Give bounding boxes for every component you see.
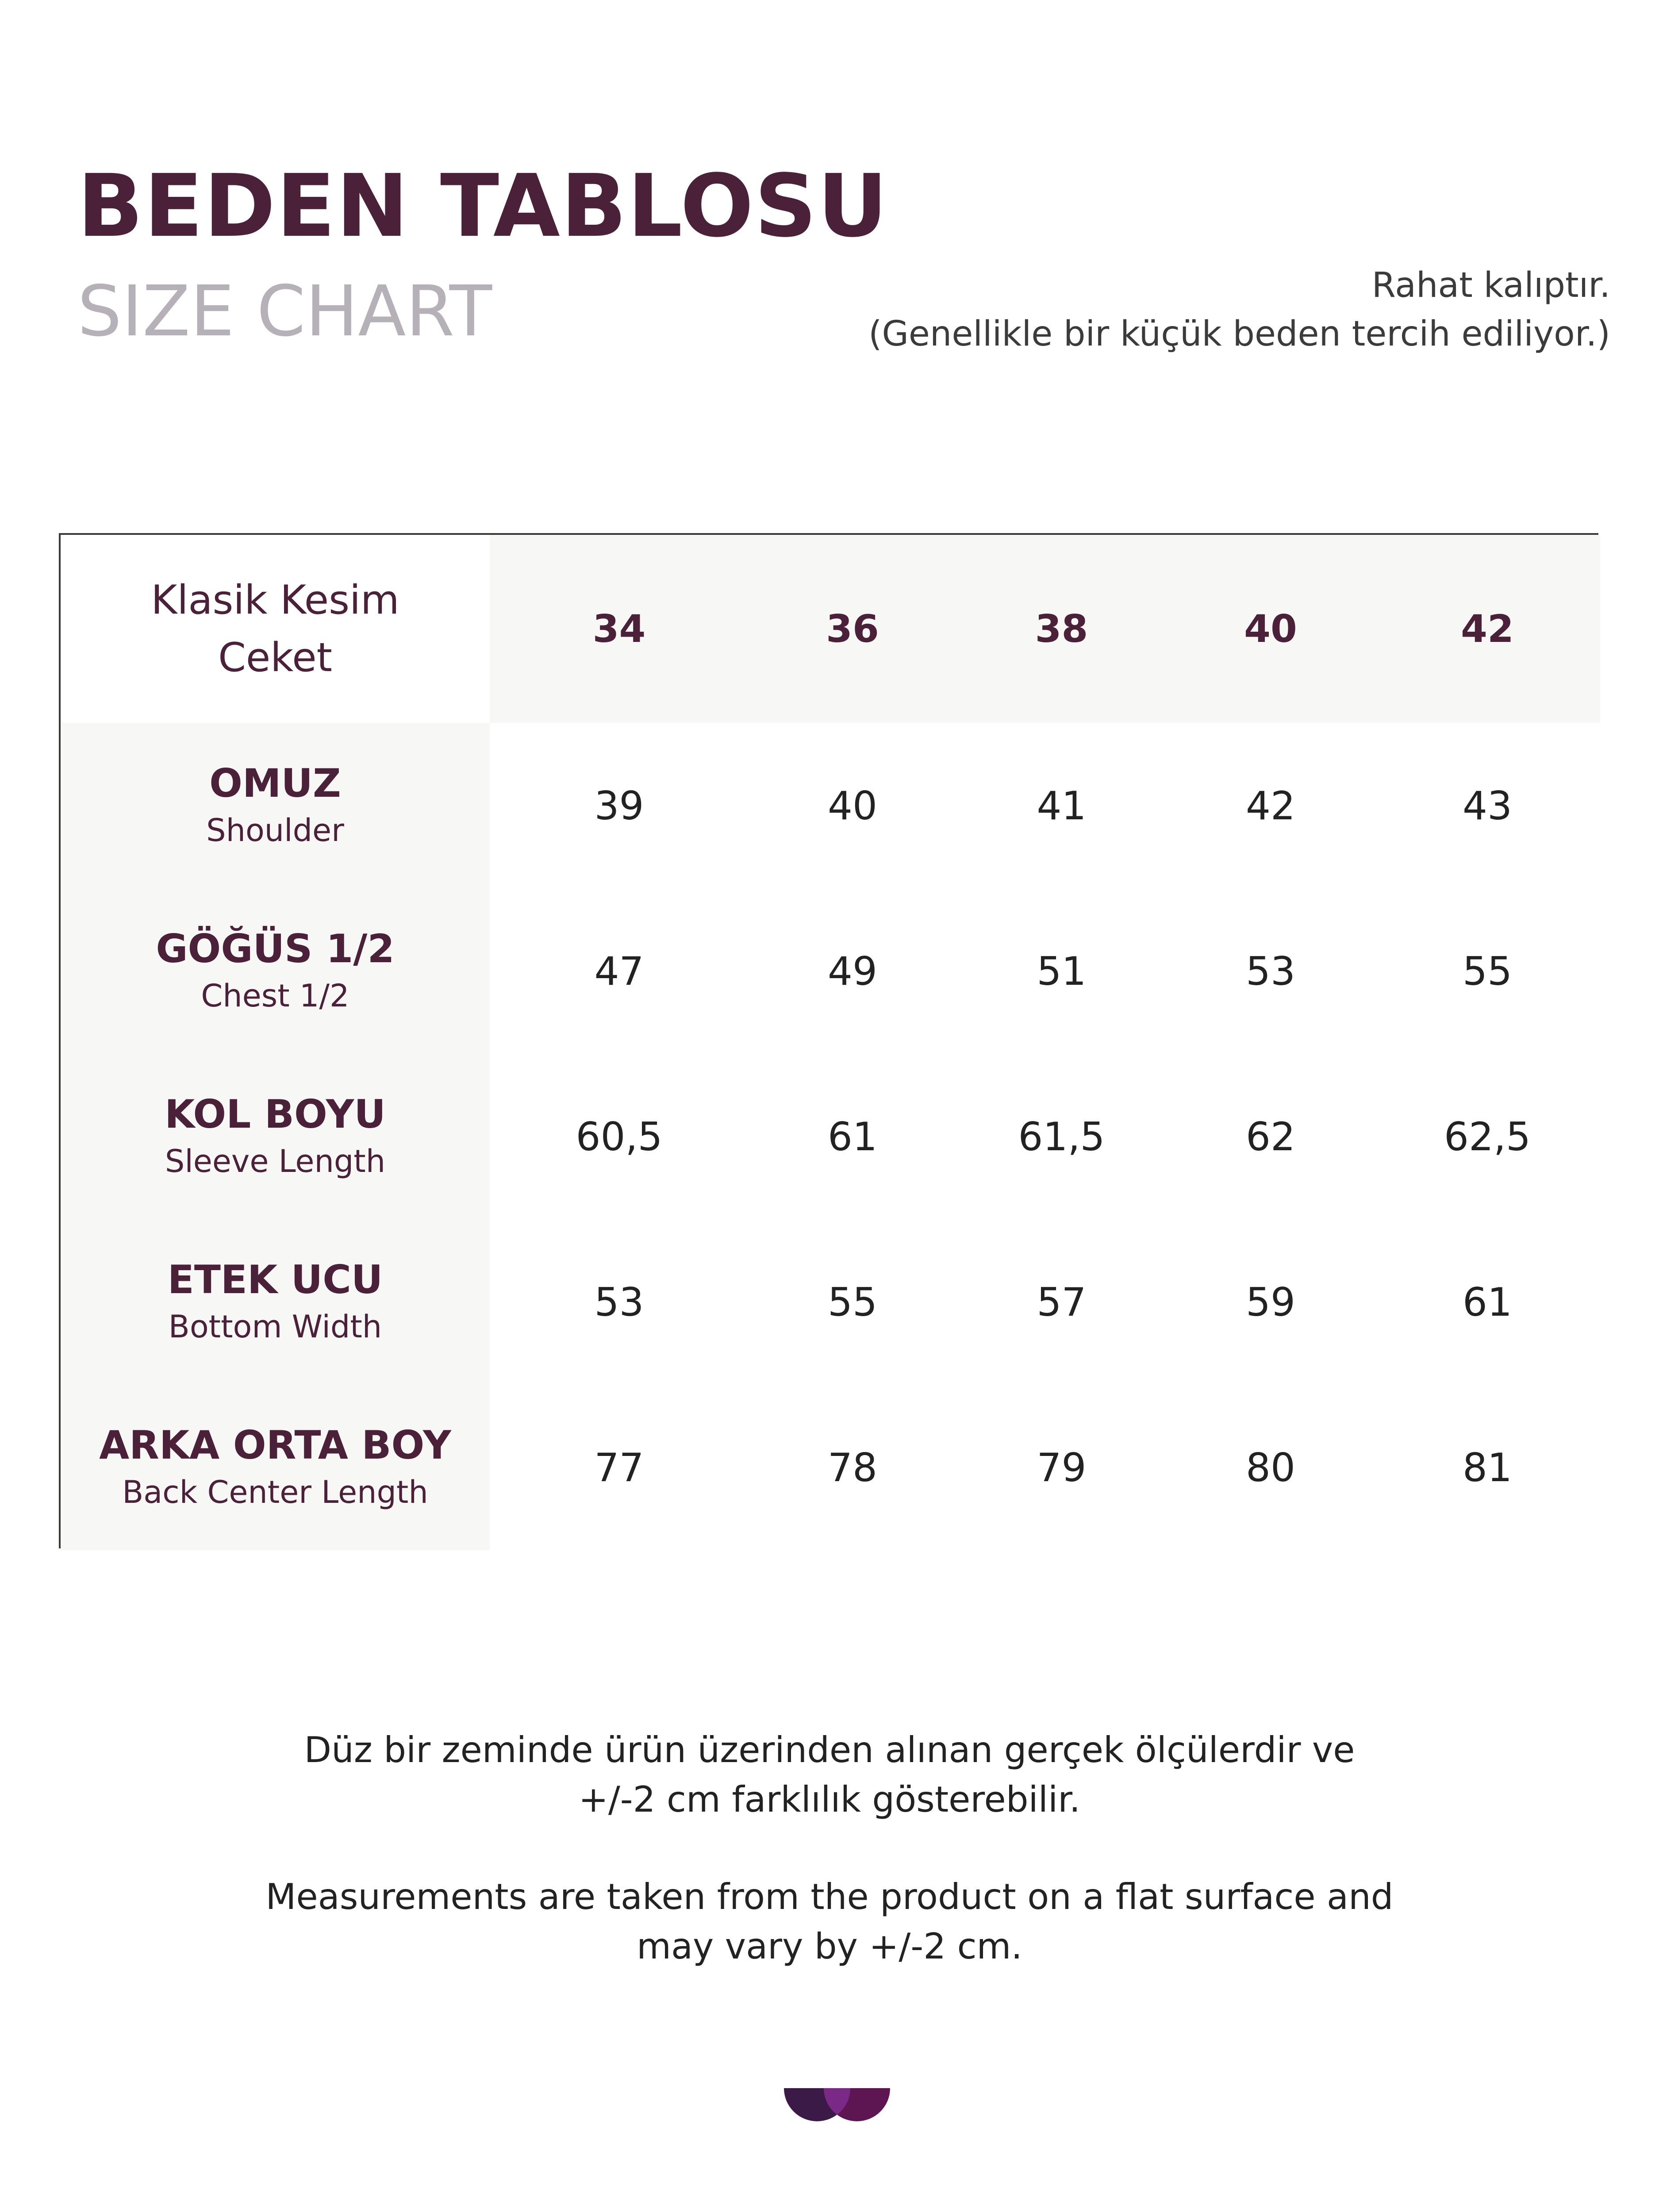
table-cell: 78 xyxy=(749,1385,956,1550)
fit-note-line-1: Rahat kalıptır. xyxy=(1371,265,1610,305)
row-label xyxy=(61,723,490,888)
row-label-turkish: ARKA ORTA BOY xyxy=(99,1422,451,1468)
table-cell: 80 xyxy=(1167,1385,1375,1550)
fit-note xyxy=(868,261,1610,358)
measurement-note-english xyxy=(0,1872,1659,1971)
table-cell: 41 xyxy=(956,723,1167,888)
note-tr-line-2: +/-2 cm farklılık gösterebilir. xyxy=(578,1779,1081,1820)
table-cell: 61 xyxy=(1375,1219,1600,1385)
table-cell: 57 xyxy=(956,1219,1167,1385)
size-header-38: 38 xyxy=(956,535,1167,723)
row-label xyxy=(61,888,490,1054)
row-label-english: Shoulder xyxy=(206,812,344,849)
table-cell: 47 xyxy=(490,888,749,1054)
row-label xyxy=(61,1219,490,1385)
corner-label-line-1: Klasik Kesim xyxy=(151,576,399,623)
table-cell: 60,5 xyxy=(490,1054,749,1219)
size-header-42: 42 xyxy=(1375,535,1600,723)
table-cell: 62,5 xyxy=(1375,1054,1600,1219)
corner-label-line-2: Ceket xyxy=(218,634,332,681)
size-header-34: 34 xyxy=(490,535,749,723)
table-cell: 42 xyxy=(1167,723,1375,888)
table-cell: 81 xyxy=(1375,1385,1600,1550)
row-label-turkish: GÖĞÜS 1/2 xyxy=(156,926,395,972)
table-cell: 49 xyxy=(749,888,956,1054)
table-corner-label xyxy=(61,535,490,723)
table-cell: 79 xyxy=(956,1385,1167,1550)
note-en-line-1: Measurements are taken from the product on a flat surface and xyxy=(265,1876,1394,1917)
row-label-english: Back Center Length xyxy=(122,1474,428,1510)
size-header-40: 40 xyxy=(1167,535,1375,723)
row-label-turkish: ETEK UCU xyxy=(167,1257,383,1302)
fit-note-line-2: (Genellikle bir küçük beden tercih ediliyor.) xyxy=(868,314,1610,354)
table-cell: 55 xyxy=(749,1219,956,1385)
title-english: SIZE CHART xyxy=(77,271,492,352)
table-cell: 61,5 xyxy=(956,1054,1167,1219)
row-label-english: Chest 1/2 xyxy=(201,978,349,1014)
table-cell: 40 xyxy=(749,723,956,888)
note-tr-line-1: Düz bir zeminde ürün üzerinden alınan gerçek ölçülerdir ve xyxy=(304,1729,1355,1770)
table-cell: 43 xyxy=(1375,723,1600,888)
table-cell: 53 xyxy=(490,1219,749,1385)
table-cell: 62 xyxy=(1167,1054,1375,1219)
size-header-36: 36 xyxy=(749,535,956,723)
table-cell: 77 xyxy=(490,1385,749,1550)
size-table xyxy=(59,533,1598,1548)
table-cell: 51 xyxy=(956,888,1167,1054)
row-label-turkish: KOL BOYU xyxy=(165,1091,386,1137)
row-label xyxy=(61,1054,490,1219)
table-cell: 61 xyxy=(749,1054,956,1219)
row-label-english: Bottom Width xyxy=(168,1309,382,1345)
table-cell: 53 xyxy=(1167,888,1375,1054)
table-cell: 55 xyxy=(1375,888,1600,1054)
row-label-turkish: OMUZ xyxy=(209,760,341,806)
row-label xyxy=(61,1385,490,1550)
measurement-note-turkish xyxy=(0,1725,1659,1824)
table-cell: 39 xyxy=(490,723,749,888)
note-en-line-2: may vary by +/-2 cm. xyxy=(637,1926,1022,1967)
brand-logo-icon xyxy=(784,2088,890,2128)
title-turkish: BEDEN TABLOSU xyxy=(77,156,889,256)
row-label-english: Sleeve Length xyxy=(165,1143,386,1179)
table-cell: 59 xyxy=(1167,1219,1375,1385)
